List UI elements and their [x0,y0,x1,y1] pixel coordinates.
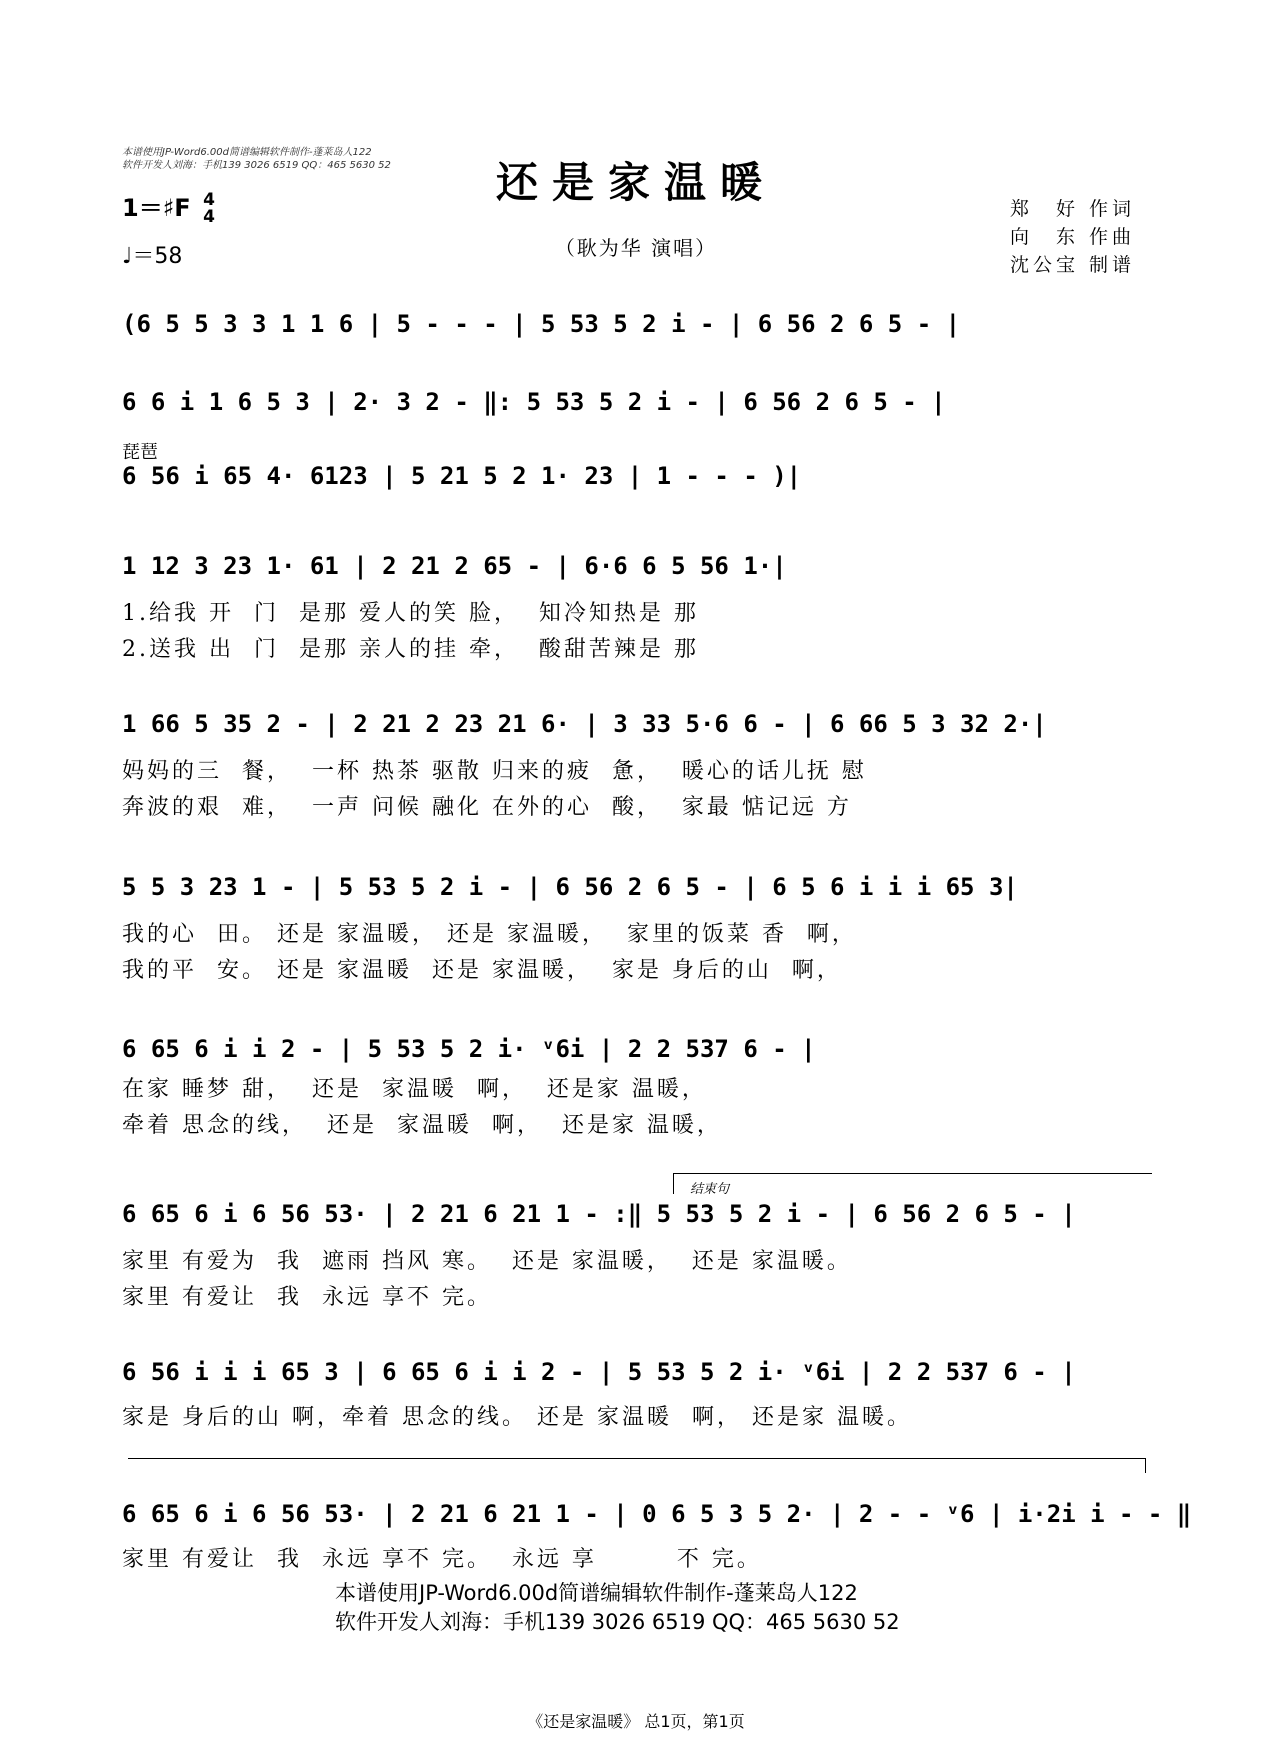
watermark-line-1: 本谱使用JP-Word6.00d简谱编辑软件制作-蓬莱岛人122 [122,147,372,158]
time-top: 4 [203,190,215,210]
lyric-line-4a: 1.给我 开 门 是那 爱人的笑 脸， 知冷知热是 那 [122,601,699,626]
lyric-line-7b: 牵着 思念的线， 还是 家温暖 啊， 还是家 温暖， [122,1113,722,1138]
lyric-line-8a: 家里 有爱为 我 遮雨 挡风 寒。 还是 家温暖， 还是 家温暖。 [122,1249,852,1274]
notation-line-7: 6 65 6 i i 2 - | 5 53 5 2 i· ᵛ6i | 2 2 537 6 - | [122,1035,816,1063]
notation-line-1: (6 5 5 3 3 1 1 6 | 5 - - - | 5 53 5 2 i - | 6 56 2 6 5 - | [122,310,961,338]
watermark-line-2: 软件开发人刘海：手机139 3026 6519 QQ：465 5630 52 [122,160,391,171]
tempo-mark: ♩＝58 [122,244,183,269]
footer-software-note: 本谱使用JP-Word6.00d简谱编辑软件制作-蓬莱岛人122 [335,1581,858,1605]
credit-score: 沈公宝 制谱 [1010,254,1136,276]
song-title: 还是家温暖 [495,158,776,207]
lyric-line-4b: 2.送我 出 门 是那 亲人的挂 牵， 酸甜苦辣是 那 [122,637,699,662]
lyric-line-6a: 我的心 田。 还是 家温暖， 还是 家温暖， 家里的饭菜 香 啊， [122,922,857,947]
pipa-label: 琵琶 [122,442,158,463]
lyric-line-9: 家是 身后的山 啊，牵着 思念的线。 还是 家温暖 啊， 还是家 温暖。 [122,1405,912,1430]
lyric-line-5b: 奔波的艰 难， 一声 问候 融化 在外的心 酸， 家最 惦记远 方 [122,795,852,820]
closing-bracket [128,1458,1146,1473]
notation-line-5: 1 66 5 35 2 - | 2 21 2 23 21 6· | 3 33 5·6 6 - | 6 66 5 3 32 2·| [122,710,1047,738]
lyric-line-5a: 妈妈的三 餐， 一杯 热茶 驱散 归来的疲 惫， 暖心的话儿抚 慰 [122,759,867,784]
time-signature [203,192,215,226]
credit-lyrics: 郑 好 作词 [1010,198,1136,220]
notation-line-9: 6 56 i i i 65 3 | 6 65 6 i i 2 - | 5 53 5 2 i· ᵛ6i | 2 2 537 6 - | [122,1358,1076,1386]
notation-line-3: 6 56 i 65 4· 6123 | 5 21 5 2 1· 23 | 1 - - - )| [122,462,802,490]
page-number: 《还是家温暖》 总1页，第1页 [527,1712,745,1731]
credits-block [1010,195,1135,279]
lyric-line-8b: 家里 有爱让 我 永远 享不 完。 [122,1285,492,1310]
ending-label: 结束句 [690,1182,730,1197]
time-bottom: 4 [203,207,215,227]
credit-music: 向 东 作曲 [1010,226,1136,248]
notation-line-8: 6 65 6 i 6 56 53· | 2 21 6 21 1 - :‖ 5 53 5 2 i - | 6 56 2 6 5 - | [122,1200,1076,1228]
performer-note: （耿为华 演唱） [554,236,718,260]
key-label: 1＝♯F [122,194,191,222]
footer-developer-note: 软件开发人刘海：手机139 3026 6519 QQ：465 5630 52 [335,1610,900,1634]
notation-line-6: 5 5 3 23 1 - | 5 53 5 2 i - | 6 56 2 6 5 - | 6 5 6 i i i 65 3| [122,873,1018,901]
lyric-line-7a: 在家 睡梦 甜， 还是 家温暖 啊， 还是家 温暖， [122,1077,707,1102]
lyric-line-6b: 我的平 安。 还是 家温暖 还是 家温暖， 家是 身后的山 啊， [122,958,842,983]
notation-line-4: 1 12 3 23 1· 61 | 2 21 2 65 - | 6·6 6 5 56 1·| [122,552,787,580]
lyric-line-10: 家里 有爱让 我 永远 享不 完。 永远 享 不 完。 [122,1547,762,1572]
key-signature [122,188,215,226]
notation-line-10: 6 65 6 i 6 56 53· | 2 21 6 21 1 - | 0 6 5 3 5 2· | 2 - - ᵛ6 | i·2i i - - ‖ [122,1500,1192,1528]
notation-line-2: 6 6 i 1 6 5 3 | 2· 3 2 - ‖: 5 53 5 2 i - | 6 56 2 6 5 - | [122,388,946,416]
ending-bracket [673,1173,1152,1194]
